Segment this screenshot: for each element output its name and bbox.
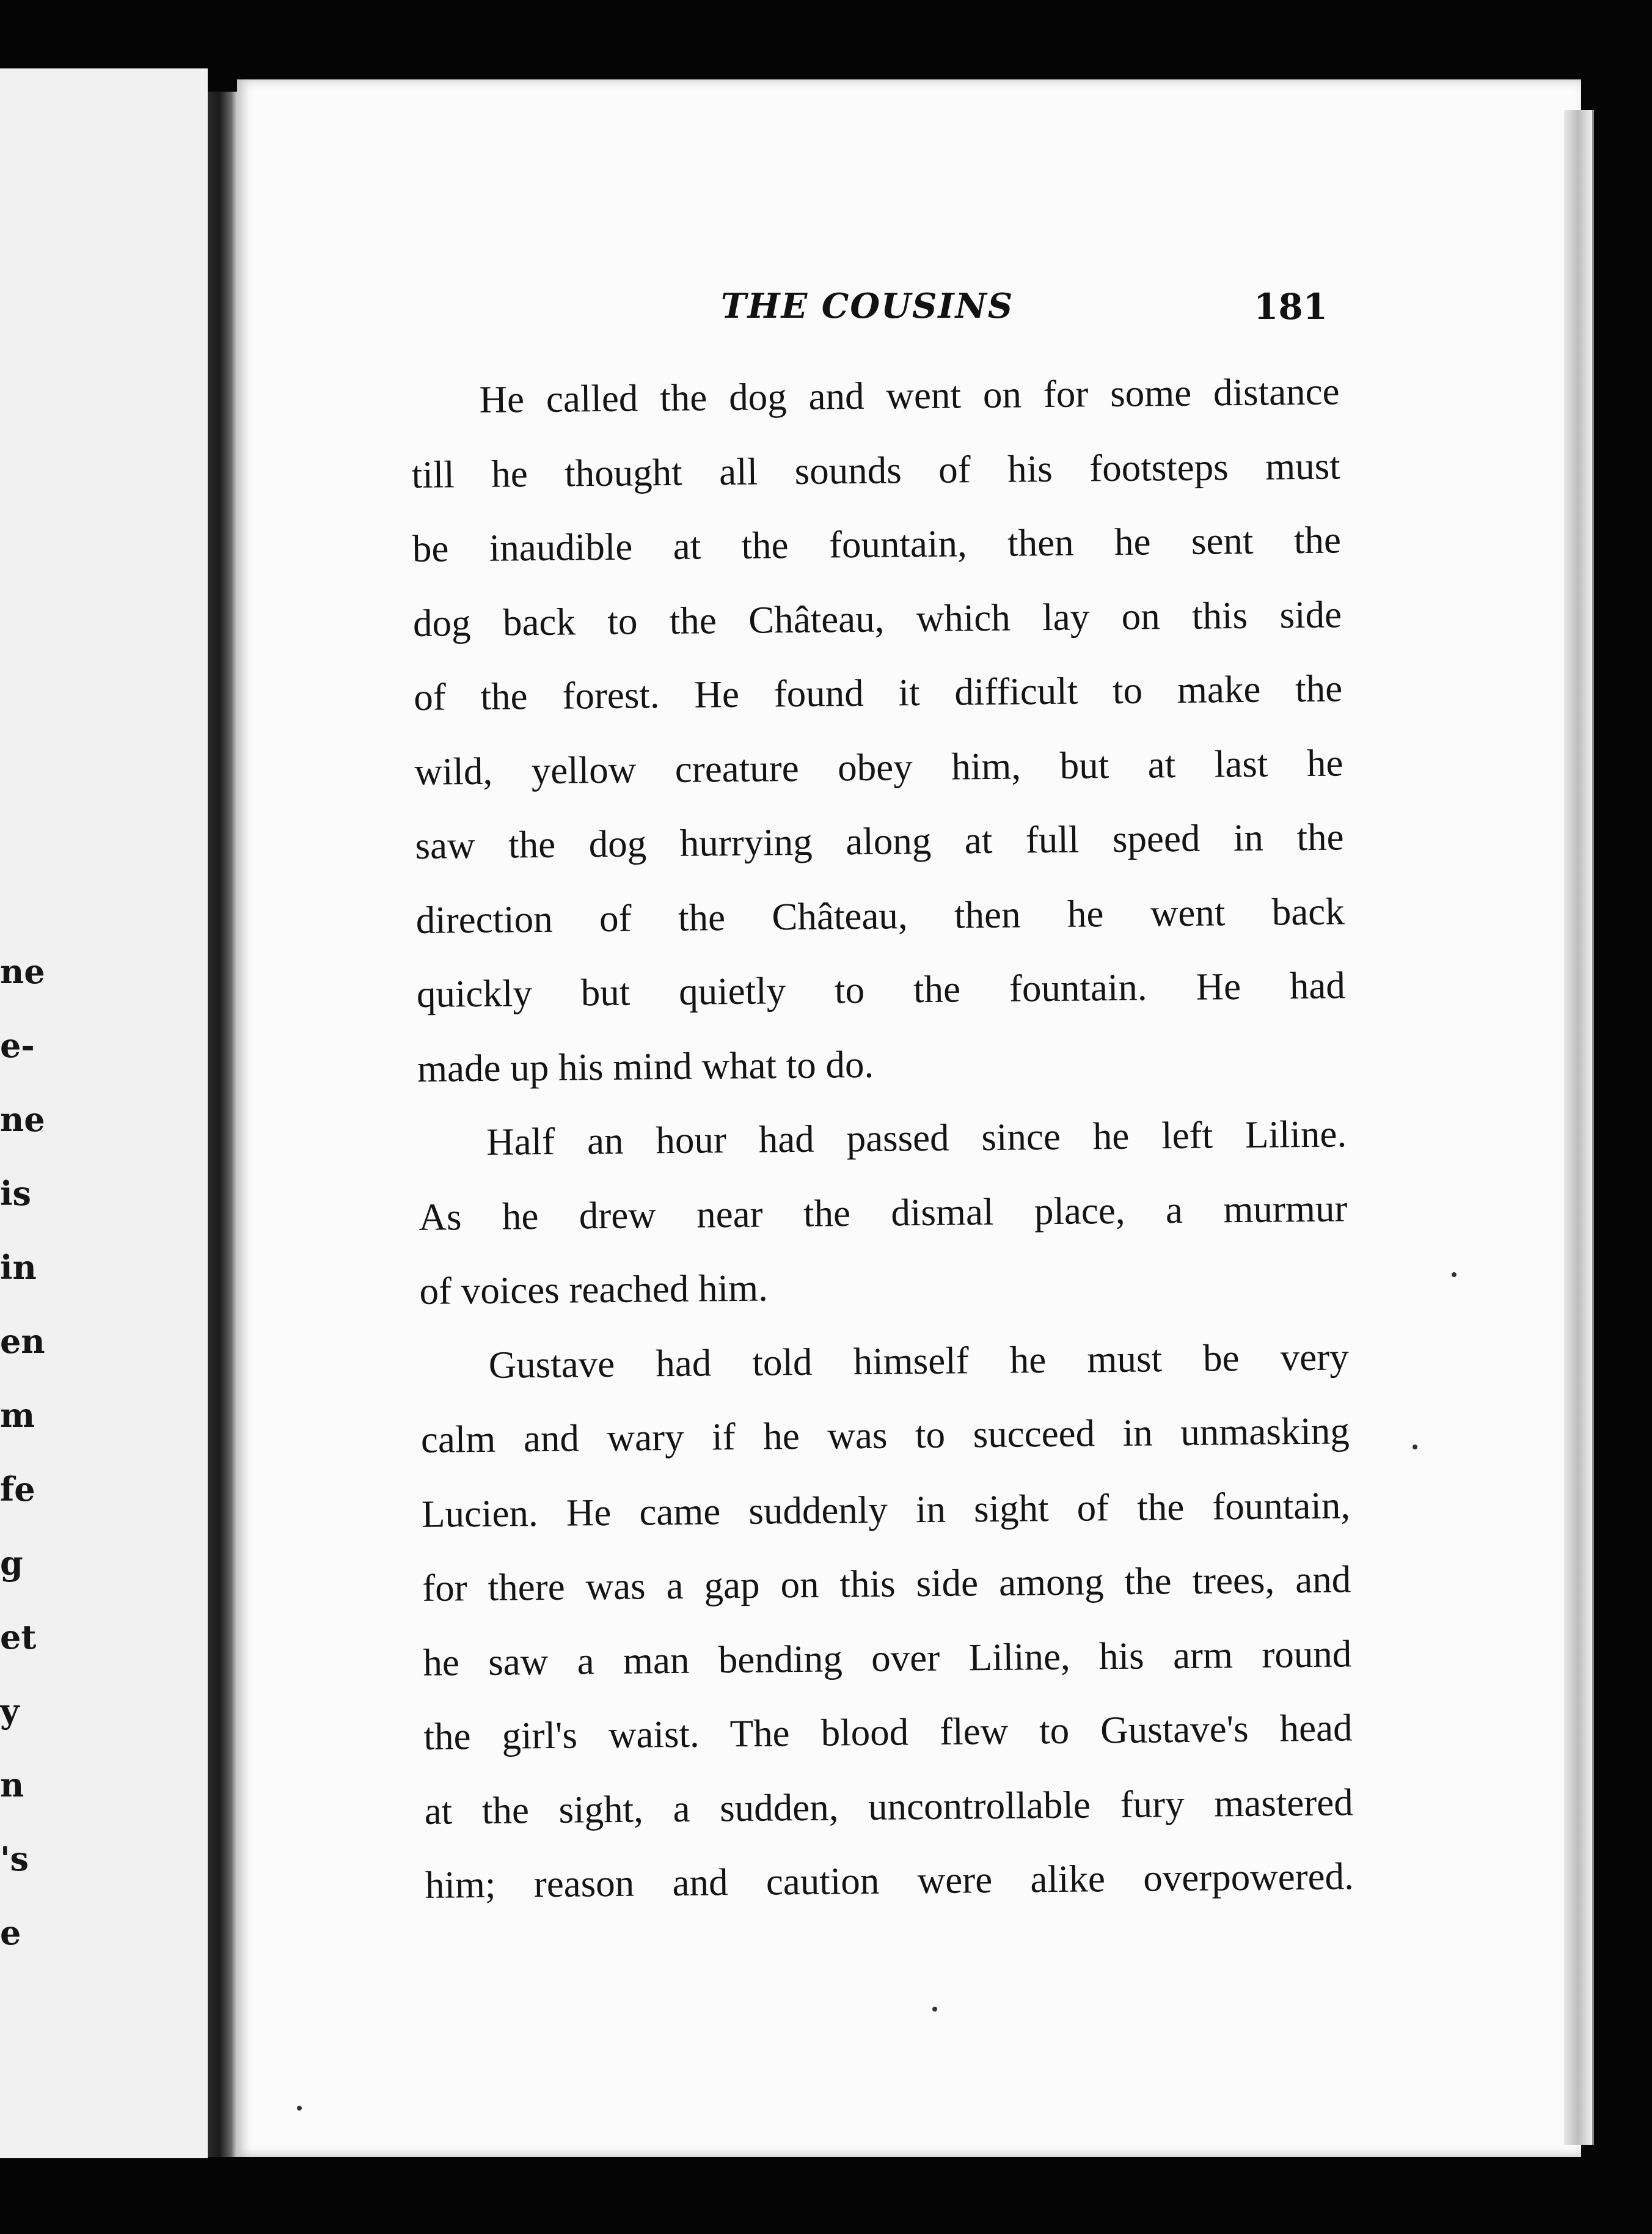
text-line: Gustave had told himself he must be very	[488, 1335, 1350, 1386]
scan-speck	[1413, 1445, 1417, 1449]
line-fragment: e-	[0, 1026, 35, 1065]
book-gutter	[208, 92, 237, 2157]
line-fragment: g	[0, 1544, 23, 1583]
text-line: of voices reached him.	[419, 1266, 769, 1313]
line-fragment: fe	[0, 1470, 35, 1509]
text-line: till he thought all sounds of his footsteps must	[411, 444, 1341, 496]
text-line: He called the dog and went on for some distance	[479, 370, 1340, 421]
running-head: THE COUSINS	[721, 286, 1014, 326]
text-line: be inaudible at the fountain, then he sent the	[412, 518, 1342, 570]
line-fragment: in	[0, 1248, 37, 1287]
text-line: for there was a gap on this side among the trees, and	[422, 1558, 1351, 1610]
text-line: calm and wary if he was to succeed in unmasking	[420, 1409, 1350, 1461]
text-line: wild, yellow creature obey him, but at last he	[414, 741, 1343, 793]
text-line: saw the dog hurrying along at full speed in the	[415, 815, 1344, 867]
text-line: Half an hour had passed since he left Liline.	[486, 1112, 1347, 1163]
scan-speck	[297, 2106, 302, 2111]
text-line: at the sight, a sudden, uncontrollable fury mastered	[424, 1780, 1354, 1833]
page-stack-edge	[1564, 110, 1594, 2145]
text-line: of the forest. He found it difficult to make the	[413, 667, 1343, 719]
previous-page-edge	[0, 68, 208, 2158]
line-fragment: e	[0, 1913, 21, 1952]
scan-speck	[932, 2007, 937, 2012]
line-fragment: n	[0, 1765, 24, 1804]
previous-page-line-fragments	[0, 935, 45, 1970]
line-fragment: is	[0, 1174, 31, 1213]
text-line: quickly but quietly to the fountain. He had	[416, 964, 1346, 1016]
text-line: Lucien. He came suddenly in sight of the fountain,	[421, 1483, 1351, 1536]
line-fragment: m	[0, 1396, 35, 1435]
line-fragment: ne	[0, 1100, 45, 1139]
scan-speck	[1452, 1272, 1456, 1277]
line-fragment: 's	[0, 1839, 29, 1878]
line-fragment: ne	[0, 952, 45, 991]
text-line: the girl's waist. The blood flew to Gustave's head	[423, 1706, 1353, 1758]
text-line: made up his mind what to do.	[417, 1042, 874, 1090]
line-fragment: en	[0, 1322, 45, 1361]
text-line: dog back to the Château, which lay on this side	[412, 592, 1342, 645]
line-fragment: et	[0, 1617, 37, 1657]
page-number: 181	[1254, 286, 1328, 328]
text-line: he saw a man bending over Liline, his arm round	[423, 1632, 1352, 1684]
text-line: him; reason and caution were alike overpowered.	[425, 1855, 1354, 1906]
body-text	[411, 354, 1354, 1922]
text-line: direction of the Château, then he went back	[415, 889, 1345, 942]
text-line: As he drew near the dismal place, a murmur	[418, 1186, 1348, 1239]
line-fragment: y	[0, 1691, 20, 1730]
